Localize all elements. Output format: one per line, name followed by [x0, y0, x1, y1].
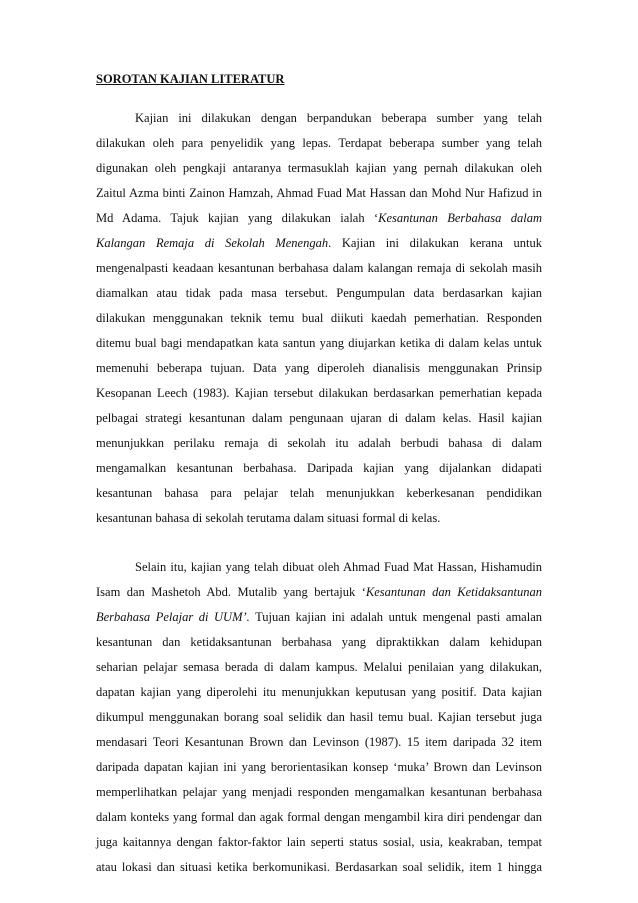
paragraph-line: Kajian ini dilakukan dengan berpandukan beberapa sumber yang telah — [135, 111, 542, 125]
paragraph-line: digunakan oleh pengkaji antaranya termasuklah kajian yang pernah dilakukan oleh — [96, 161, 542, 175]
paragraph-line: daripada dapatan kajian ini yang berorientasikan konsep ‘muka’ Brown dan Levinson — [96, 760, 542, 774]
paragraph-line: mengenalpasti keadaan kesantunan berbahasa dalam kalangan remaja di sekolah masih — [96, 261, 542, 275]
paragraph-line: memperlihatkan pelajar yang menjadi responden mengamalkan kesantunan berbahasa — [96, 785, 542, 799]
paragraph-line: mendasari Teori Kesantunan Brown dan Levinson (1987). 15 item daripada 32 item — [96, 735, 542, 749]
paragraph-line: pelbagai strategi kesantunan dalam pengunaan ujaran di dalam kelas. Hasil kajian — [96, 411, 542, 425]
paragraph-line: menunjukkan perilaku remaja di sekolah itu adalah berbudi bahasa di dalam — [96, 436, 542, 450]
paragraph-line: kesantunan bahasa para pelajar telah menunjukkan keberkesanan pendidikan — [96, 486, 542, 500]
paragraph-line: dikumpul menggunakan borang soal selidik dan hasil temu bual. Kajian tersebut juga — [96, 710, 542, 724]
paragraph-line: memenuhi beberapa tujuan. Data yang diperoleh dianalisis menggunakan Prinsip — [96, 361, 542, 375]
paragraph-line: dalam konteks yang formal dan agak formal dengan mengambil kira diri pendengar dan — [96, 810, 542, 824]
paragraph-line: seharian pelajar semasa berada di dalam kampus. Melalui penilaian yang dilakukan, — [96, 660, 542, 674]
paragraph-line: diamalkan atau tidak pada masa tersebut. Pengumpulan data berdasarkan kajian — [96, 286, 542, 300]
paragraph-line: Berbahasa Pelajar di UUM’. Tujuan kajian ini adalah untuk mengenal pasti amalan — [96, 610, 543, 624]
paragraph-line: ditemu bual bagi mendapatkan kata santun yang diujarkan ketika di dalam kelas untuk — [96, 336, 542, 350]
paragraph-line: kesantunan dan ketidaksantunan berbahasa yang dipraktikkan dalam kehidupan — [96, 635, 542, 649]
paragraph-line: Kesopanan Leech (1983). Kajian tersebut dilakukan berdasarkan pemerhatian kepada — [96, 386, 542, 400]
paragraph-line: Selain itu, kajian yang telah dibuat oleh Ahmad Fuad Mat Hassan, Hishamudin — [135, 560, 542, 574]
heading: SOROTAN KAJIAN LITERATUR — [96, 72, 285, 86]
paragraph-line: dilakukan menggunakan teknik temu bual diikuti kaedah pemerhatian. Responden — [96, 311, 542, 325]
paragraph-line: Md Adama. Tajuk kajian yang dilakukan ialah ‘Kesantunan Berbahasa dalam — [96, 211, 542, 225]
paragraph-line: juga kaitannya dengan faktor-faktor lain seperti status sosial, usia, keakraban, tempat — [96, 835, 542, 849]
paragraph-line: Zaitul Azma binti Zainon Hamzah, Ahmad Fuad Mat Hassan dan Mohd Nur Hafizud in — [96, 186, 542, 200]
paragraph-line: Isam dan Mashetoh Abd. Mutalib yang bertajuk ‘Kesantunan dan Ketidaksantunan — [96, 585, 542, 599]
paragraph-line: dapatan kajian yang diperolehi itu menunjukkan keputusan yang positif. Data kajian — [96, 685, 542, 699]
paragraph-line: Kalangan Remaja di Sekolah Menengah. Kajian ini dilakukan kerana untuk — [96, 236, 542, 250]
paragraph-line: atau lokasi dan situasi ketika berkomunikasi. Berdasarkan soal selidik, item 1 hingga — [96, 860, 542, 874]
paragraph-line: dilakukan oleh para penyelidik yang lepas. Terdapat beberapa sumber yang telah — [96, 136, 542, 150]
paragraph-line: mengamalkan kesantunan berbahasa. Daripada kajian yang dijalankan didapati — [96, 461, 542, 475]
paragraph-line: kesantunan bahasa di sekolah terutama dalam situasi formal di kelas. — [96, 511, 441, 525]
